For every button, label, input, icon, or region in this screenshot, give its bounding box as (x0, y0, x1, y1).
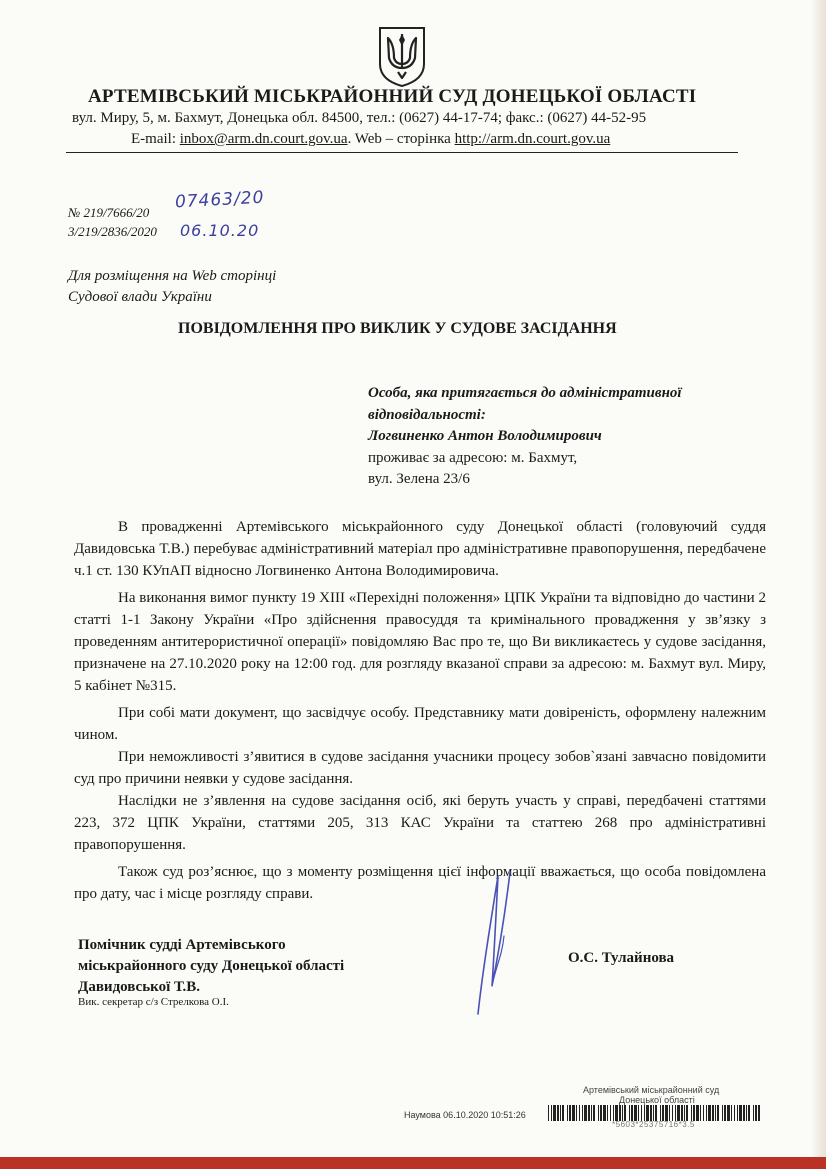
web-note-line2: Судової влади України (68, 289, 212, 305)
barcode-bar (753, 1105, 754, 1121)
barcode-bar (724, 1105, 726, 1121)
signer-name: О.С. Тулайнова (568, 950, 675, 966)
barcode-bar (686, 1105, 688, 1121)
barcode-bar (644, 1105, 645, 1121)
web-prefix: . Web – сторінка (347, 131, 455, 147)
barcode-bar (700, 1105, 701, 1121)
paragraph-documents: При собі мати документ, що засвідчує особу. Представнику мати довіреність, оформлену належним чином. (74, 705, 766, 743)
barcode-bar (748, 1105, 750, 1121)
barcode-bar (634, 1105, 637, 1121)
barcode-bar (681, 1105, 683, 1121)
addressee-address-line1: проживає за адресою: м. Бахмут, (368, 449, 578, 466)
barcode-bar (653, 1105, 654, 1121)
barcode-bar (691, 1105, 692, 1121)
barcode-bar (703, 1105, 704, 1121)
barcode-bar (727, 1105, 730, 1121)
barcode-bar (675, 1105, 676, 1121)
email-prefix: E-mail: (131, 131, 180, 147)
signatory-line1: Помічник судді Артемівського (78, 937, 286, 953)
barcode-bar (613, 1105, 614, 1121)
barcode-bar (743, 1105, 745, 1121)
header-divider (66, 152, 738, 153)
barcode-bar (615, 1105, 618, 1121)
page-edge-shadow (810, 0, 826, 1169)
addressee-address-line2: вул. Зелена 23/6 (368, 471, 470, 487)
barcode-bar (706, 1105, 707, 1121)
barcode-bar (619, 1105, 621, 1121)
court-contacts (131, 131, 610, 148)
barcode-bar (641, 1105, 642, 1121)
barcode-bar (646, 1105, 649, 1121)
web-note-line1: Для розміщення на Web сторінці (68, 268, 277, 284)
barcode-bar (717, 1105, 719, 1121)
barcode-bar (582, 1105, 583, 1121)
notice-body (74, 516, 766, 905)
addressee-name: Логвиненко Антон Володимирович (368, 428, 602, 444)
barcode-bar (610, 1105, 611, 1121)
handwritten-date: 06.10.20 (180, 221, 260, 240)
barcode-bar (588, 1105, 590, 1121)
barcode (548, 1105, 760, 1121)
barcode-bar (622, 1105, 623, 1121)
secretary-note: Вик. секретар с/з Стрелкова О.І. (78, 996, 229, 1008)
case-number: № 219/7666/20 (68, 205, 150, 220)
email-link[interactable]: inbox@arm.dn.court.gov.ua (179, 131, 348, 147)
barcode-bar (672, 1105, 673, 1121)
barcode-bar (567, 1105, 568, 1121)
barcode-bar (712, 1105, 714, 1121)
addressee-block (368, 383, 758, 491)
barcode-bar (624, 1105, 626, 1121)
barcode-bar (607, 1105, 608, 1121)
scan-bottom-edge (0, 1157, 826, 1169)
barcode-bar (638, 1105, 639, 1121)
paragraph-notification: Також суд роз’яснює, що з моменту розміщення цієї інформації вважається, що особа повідомлена про дату, час і місце розгляду справи. (74, 864, 766, 902)
handwritten-outgoing-number: 07463/20 (174, 187, 265, 213)
addressee-role-line2: відповідальності: (368, 406, 486, 423)
barcode-bar (684, 1105, 685, 1121)
barcode-bar (655, 1105, 657, 1121)
addressee-role-line1: Особа, яка притягається до адміністративної (368, 385, 682, 401)
barcode-bar (631, 1105, 633, 1121)
barcode-bar (553, 1105, 556, 1121)
barcode-bar (598, 1105, 599, 1121)
paragraph-absence: При неможливості з’явитися в судове засідання учасники процесу зобов`язані завчасно повідомити суд про причини неявки у судове засідання. (74, 749, 766, 787)
barcode-bar (746, 1105, 747, 1121)
barcode-bar (722, 1105, 723, 1121)
paragraph-proceeding: В провадженні Артемівського міськрайонного суду Донецької області (головуючий суддя Давидовська Т.В.) перебуває адміністративний матеріал про адміністративне правопорушення, передбачене ч.1 ст. 130 КУпАП відносно Логвиненко Антона Володимировича. (74, 519, 766, 579)
barcode-bar (693, 1105, 695, 1121)
barcode-bar (758, 1105, 760, 1121)
signatory-position (78, 935, 418, 998)
court-name: АРТЕМІВСЬКИЙ МІСЬКРАЙОННИЙ СУД ДОНЕЦЬКОЇ ОБЛАСТІ (88, 86, 697, 107)
barcode-bar (591, 1105, 592, 1121)
barcode-bar (569, 1105, 571, 1121)
proceeding-number: 3/219/2836/2020 (68, 224, 157, 239)
barcode-bar (696, 1105, 699, 1121)
barcode-bar (576, 1105, 577, 1121)
barcode-bar (739, 1105, 742, 1121)
barcode-bar (551, 1105, 552, 1121)
court-address: вул. Миру, 5, м. Бахмут, Донецька обл. 84500, тел.: (0627) 44-17-74; факс.: (0627) 44-52-95 (72, 110, 647, 126)
barcode-bar (629, 1105, 630, 1121)
barcode-bar (650, 1105, 652, 1121)
document-title: ПОВІДОМЛЕННЯ ПРО ВИКЛИК У СУДОВЕ ЗАСІДАННЯ (178, 320, 617, 337)
barcode-bar (603, 1105, 606, 1121)
barcode-bar (731, 1105, 732, 1121)
barcode-bar (665, 1105, 668, 1121)
barcode-number: *5603*25375716*3.5 (612, 1120, 695, 1129)
barcode-bar (755, 1105, 757, 1121)
paragraph-summons: На виконання вимог пункту 19 XIII «Перехідні положення» ЦПК України та відповідно до частини 2 статті 1-1 Закону України «Про здійснення правосуддя та кримінального провадження у зв’язку з проведенням антитерористичної операції» повідомляю Вас про те, що Ви викликаєтесь у судове засідання, призначене на 27.10.2020 року на 12:00 год. для розгляду вказаної справи за адресою: м. Бахмут вул. Миру, 5 кабінет №315. (74, 590, 766, 694)
barcode-bar (584, 1105, 587, 1121)
web-link[interactable]: http://arm.dn.court.gov.ua (454, 131, 611, 147)
barcode-bar (662, 1105, 664, 1121)
barcode-bar (708, 1105, 711, 1121)
barcode-bar (579, 1105, 580, 1121)
paragraph-consequences: Наслідки не з’явлення на судове засідання осіб, які беруть участь у справі, передбачені статтями 223, 372 ЦПК України, статтями 205, 313 КАС України та статтею 268 про адміністративні правопорушення. (74, 793, 766, 853)
barcode-bar (660, 1105, 661, 1121)
barcode-bar (557, 1105, 559, 1121)
barcode-bar (548, 1105, 549, 1121)
barcode-bar (560, 1105, 561, 1121)
registry-operator: Наумова 06.10.2020 10:51:26 (404, 1110, 526, 1120)
signatory-line2: міськрайонного суду Донецької області (78, 958, 345, 974)
barcode-bar (572, 1105, 575, 1121)
handwritten-signature (440, 866, 570, 1016)
barcode-bar (593, 1105, 595, 1121)
signatory-line3: Давидовської Т.В. (78, 979, 201, 995)
barcode-bar (737, 1105, 738, 1121)
barcode-bar (677, 1105, 680, 1121)
registry-stamp (583, 1085, 719, 1105)
barcode-bar (562, 1105, 564, 1121)
trident-emblem-icon (376, 24, 428, 88)
barcode-bar (669, 1105, 670, 1121)
barcode-bar (600, 1105, 602, 1121)
stamp-region: Донецької області (619, 1095, 695, 1105)
stamp-court: Артемівський міськрайонний суд (583, 1085, 720, 1095)
barcode-bar (715, 1105, 716, 1121)
barcode-bar (734, 1105, 735, 1121)
